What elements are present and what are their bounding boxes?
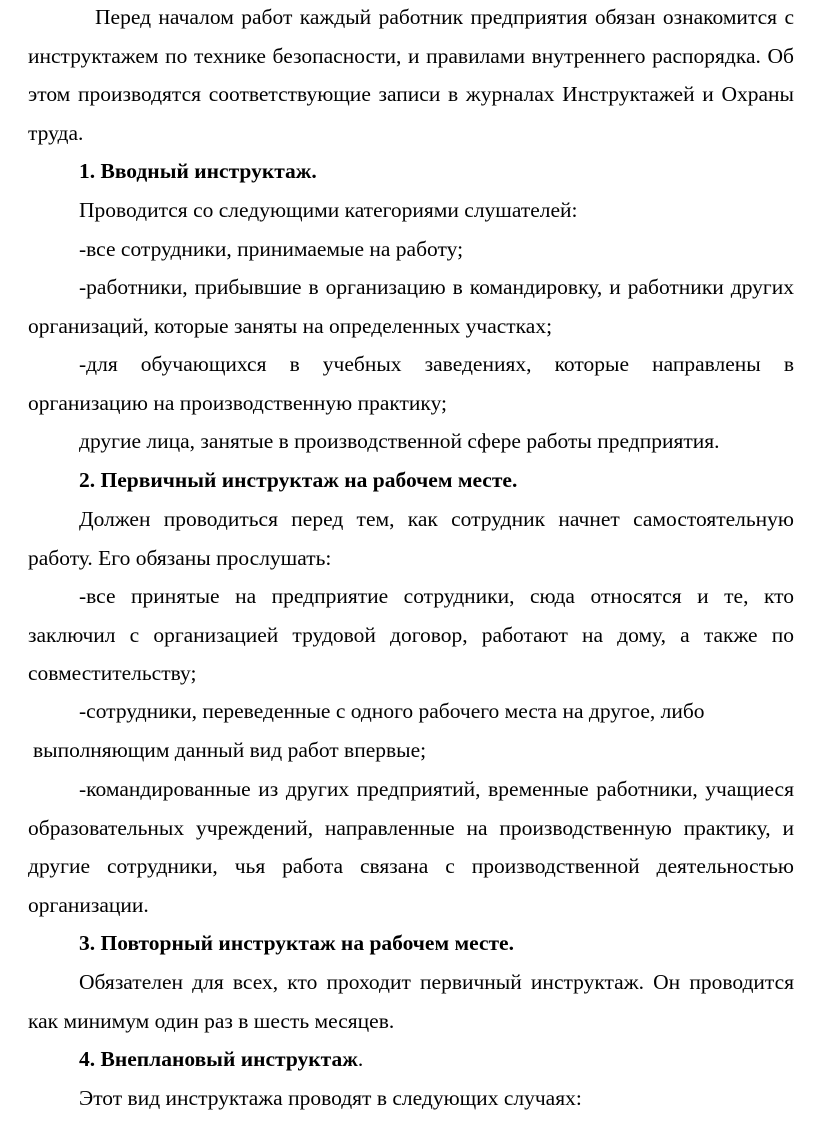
section-1-heading: 1. Вводный инструктаж.	[79, 159, 317, 183]
section-4-heading: 4. Внеплановый инструктаж	[79, 1047, 358, 1071]
section-1-item-3: -для обучающихся в учебных заведениях, которые направлены в организацию на производственную практику;	[28, 352, 794, 415]
section-1-lead: Проводится со следующими категориями слушателей:	[79, 198, 578, 222]
section-2-lead: Должен проводиться перед тем, как сотрудник начнет самостоятельную работу. Его обязаны прослушать:	[28, 507, 794, 570]
section-4-heading-period: .	[357, 1047, 364, 1071]
section-2-item-3: -командированные из других предприятий, временные работники, учащиеся образовательных учреждений, направленные на производственную практику, и другие сотрудники, чья работа связана с производственной деятельностью организации.	[28, 777, 794, 917]
section-3-lead: Обязателен для всех, кто проходит первичный инструктаж. Он проводится как минимум один раз в шесть месяцев.	[28, 970, 794, 1033]
section-1-item-1: -все сотрудники, принимаемые на работу;	[79, 237, 464, 261]
section-3-heading: 3. Повторный инструктаж на рабочем месте.	[79, 931, 514, 955]
intro-paragraph: Перед началом работ каждый работник предприятия обязан ознакомится с инструктажем по технике безопасности, и правилами внутреннего распорядка. Об этом производятся соответствующие записи в журналах Инструктажей и Охраны труда.	[28, 5, 794, 145]
section-2-item-1: -все принятые на предприятие сотрудники, сюда относятся и те, кто заключил с организацией трудовой договор, работают на дому, а также по совместительству;	[28, 584, 794, 686]
section-2-item-2-continued: выполняющим данный вид работ впервые;	[33, 738, 427, 762]
section-1-item-4: другие лица, занятые в производственной сфере работы предприятия.	[79, 429, 720, 453]
section-4-lead: Этот вид инструктажа проводят в следующих случаях:	[79, 1086, 582, 1110]
section-1-item-2: -работники, прибывшие в организацию в командировку, и работники других организаций, которые заняты на определенных участках;	[28, 275, 794, 338]
section-2-heading: 2. Первичный инструктаж на рабочем месте.	[79, 468, 518, 492]
section-2-item-2: -сотрудники, переведенные с одного рабочего места на другое, либо	[79, 699, 705, 723]
section-4-heading-line	[79, 1040, 363, 1079]
